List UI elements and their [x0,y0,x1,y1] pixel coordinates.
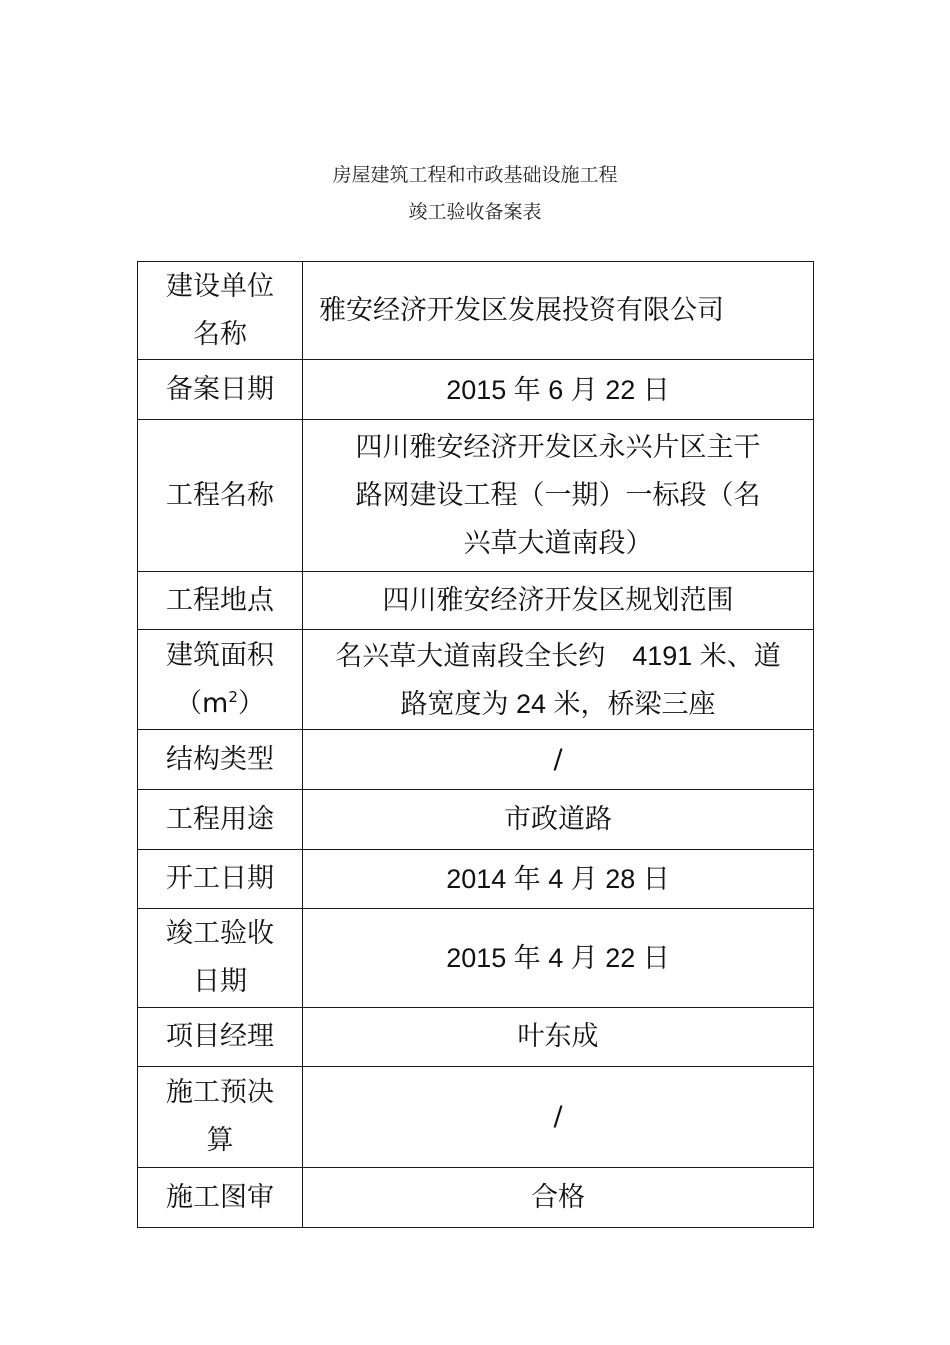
value-acceptance-date: 2015 年 4 月 22 日 [303,909,814,1008]
row-drawing-review [138,1168,814,1228]
label-acceptance-date: 竣工验收 日期 [138,909,303,1008]
label-project-location: 工程地点 [138,572,303,630]
value-project-use: 市政道路 [303,790,814,850]
label-filing-date: 备案日期 [138,360,303,420]
label-structure-type: 结构类型 [138,730,303,790]
label-construction-unit: 建设单位 名称 [138,262,303,360]
value-drawing-review: 合格 [303,1168,814,1228]
row-project-location [138,572,814,630]
row-construction-unit [138,262,814,360]
label-building-area: 建筑面积 $(m^2)$ [138,630,303,730]
value-construction-unit: 雅安经济开发区发展投资有限公司 [303,262,814,360]
value-project-location: 四川雅安经济开发区规划范围 [303,572,814,630]
row-building-area [138,630,814,730]
label-project-use: 工程用途 [138,790,303,850]
row-project-use [138,790,814,850]
value-project-name: 四川雅安经济开发区永兴片区主干 路网建设工程（一期）一标段（名 兴草大道南段） [303,420,814,572]
row-structure-type [138,730,814,790]
value-project-manager: 叶东成 [303,1008,814,1067]
label-drawing-review: 施工图审 [138,1168,303,1228]
row-project-name [138,420,814,572]
value-building-area: 名兴草大道南段全长约 4191 米、道 路宽度为 24 米，桥梁三座 [303,630,814,730]
filing-table [137,261,814,1228]
label-project-name: 工程名称 [138,420,303,572]
value-budget: / [303,1067,814,1168]
value-filing-date: 2015 年 6 月 22 日 [303,360,814,420]
form-title-line1: 房屋建筑工程和市政基础设施工程 [332,164,618,186]
label-project-manager: 项目经理 [138,1008,303,1067]
value-structure-type: / [303,730,814,790]
row-project-manager [138,1008,814,1067]
row-start-date [138,850,814,909]
label-budget: 施工预决 算 [138,1067,303,1168]
row-filing-date [138,360,814,420]
label-start-date: 开工日期 [138,850,303,909]
value-start-date: 2014 年 4 月 28 日 [303,850,814,909]
row-budget [138,1067,814,1168]
row-acceptance-date [138,909,814,1008]
form-title-line2: 竣工验收备案表 [408,201,542,223]
